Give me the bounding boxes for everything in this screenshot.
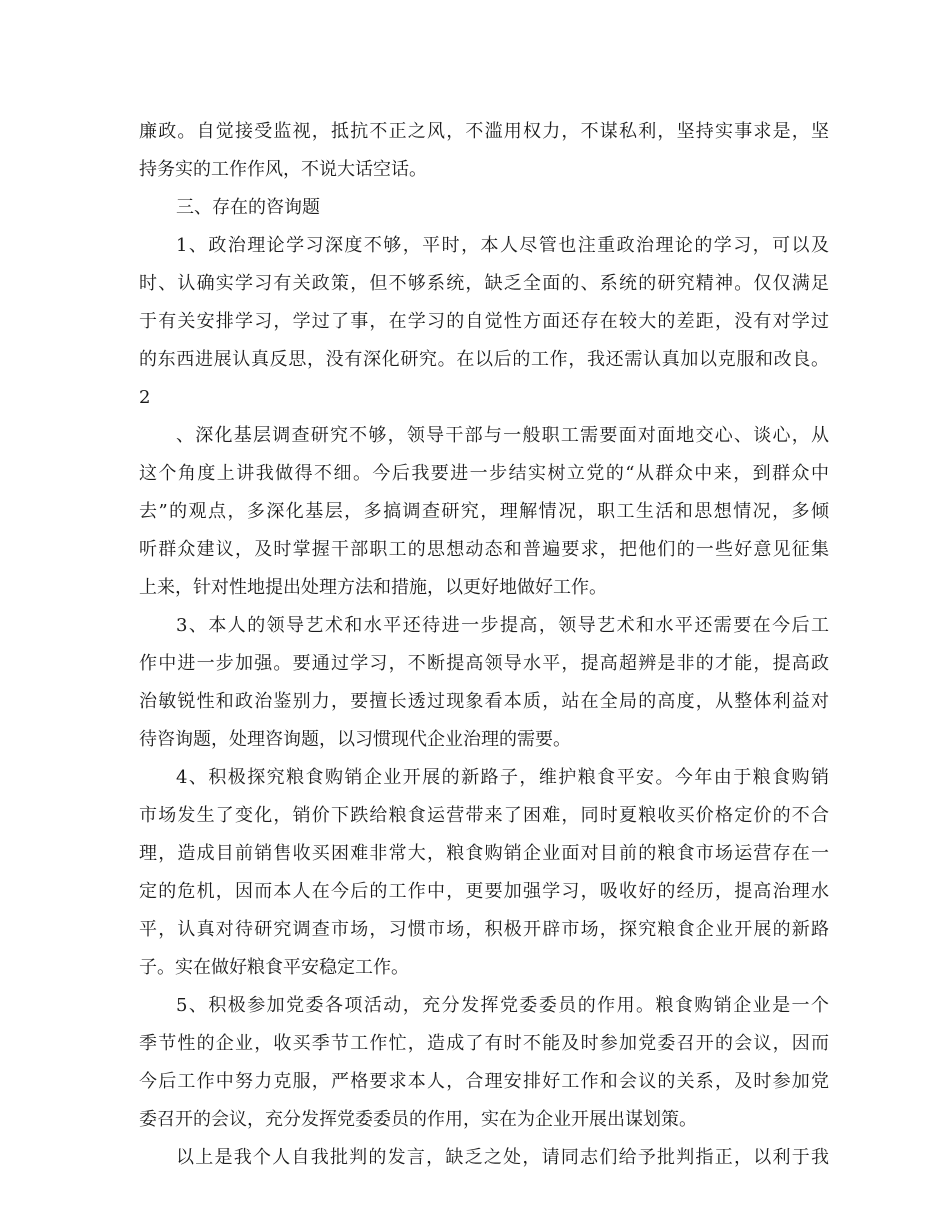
text-line: 的东西进展认真反思，没有深化研究。在以后的工作，我还需认真加以克服和改良。 [139, 349, 829, 370]
text-line: 、深化基层调查研究不够，领导干部与一般职工需要面对面地交心、谈心，从 [176, 425, 829, 446]
text-line: 持务实的工作作风，不说大话空话。 [139, 159, 427, 180]
text-line: 理，造成目前销售收买困难非常大，粮食购销企业面对目前的粮食市场运营存在一 [139, 843, 829, 864]
text-line: 1、政治理论学习深度不够，平时，本人尽管也注重政治理论的学习，可以及 [176, 235, 829, 256]
text-line: 以上是我个人自我批判的发言，缺乏之处，请同志们给予批判指正，以利于我 [176, 1147, 829, 1168]
document-body [139, 113, 829, 1177]
text-line: 市场发生了变化，销价下跌给粮食运营带来了困难，同时夏粮收买价格定价的不合 [139, 805, 829, 826]
text-line: 5、积极参加党委各项活动，充分发挥党委委员的作用。粮食购销企业是一个 [176, 995, 829, 1016]
text-line: 4、积极探究粮食购销企业开展的新路子，维护粮食平安。今年由于粮食购销 [176, 767, 829, 788]
text-line: 这个角度上讲我做得不细。今后我要进一步结实树立党的“从群众中来，到群众中 [139, 463, 829, 484]
text-line: 今后工作中努力克服，严格要求本人，合理安排好工作和会议的关系，及时参加党 [139, 1071, 829, 1092]
text-line: 于有关安排学习，学过了事，在学习的自觉性方面还存在较大的差距，没有对学过 [139, 311, 829, 332]
text-line: 时、认确实学习有关政策，但不够系统，缺乏全面的、系统的研究精神。仅仅满足 [139, 273, 829, 294]
text-line: 待咨询题，处理咨询题，以习惯现代企业治理的需要。 [139, 729, 571, 750]
text-line: 定的危机，因而本人在今后的工作中，更要加强学习，吸收好的经历，提高治理水 [139, 881, 829, 902]
text-line: 上来，针对性地提出处理方法和措施，以更好地做好工作。 [139, 577, 607, 598]
text-line: 平，认真对待研究调查市场，习惯市场，积极开辟市场，探究粮食企业开展的新路 [139, 919, 829, 940]
text-line: 作中进一步加强。要通过学习，不断提高领导水平，提高超辨是非的才能，提高政 [139, 653, 829, 674]
text-line: 去”的观点，多深化基层，多搞调查研究，理解情况，职工生活和思想情况，多倾 [139, 501, 829, 522]
text-line: 三、存在的咨询题 [176, 197, 320, 218]
text-line: 季节性的企业，收买季节工作忙，造成了有时不能及时参加党委召开的会议，因而 [139, 1033, 829, 1054]
text-line: 廉政。自觉接受监视，抵抗不正之风，不滥用权力，不谋私利，坚持实事求是，坚 [139, 121, 829, 142]
text-line: 子。实在做好粮食平安稳定工作。 [139, 957, 409, 978]
text-line: 治敏锐性和政治鉴别力，要擅长透过现象看本质，站在全局的高度，从整体利益对 [139, 691, 829, 712]
text-line: 2 [139, 387, 151, 408]
text-line: 3、本人的领导艺术和水平还待进一步提高，领导艺术和水平还需要在今后工 [176, 615, 829, 636]
text-line: 听群众建议，及时掌握干部职工的思想动态和普遍要求，把他们的一些好意见征集 [139, 539, 829, 560]
text-line: 委召开的会议，充分发挥党委委员的作用，实在为企业开展出谋划策。 [139, 1109, 697, 1130]
